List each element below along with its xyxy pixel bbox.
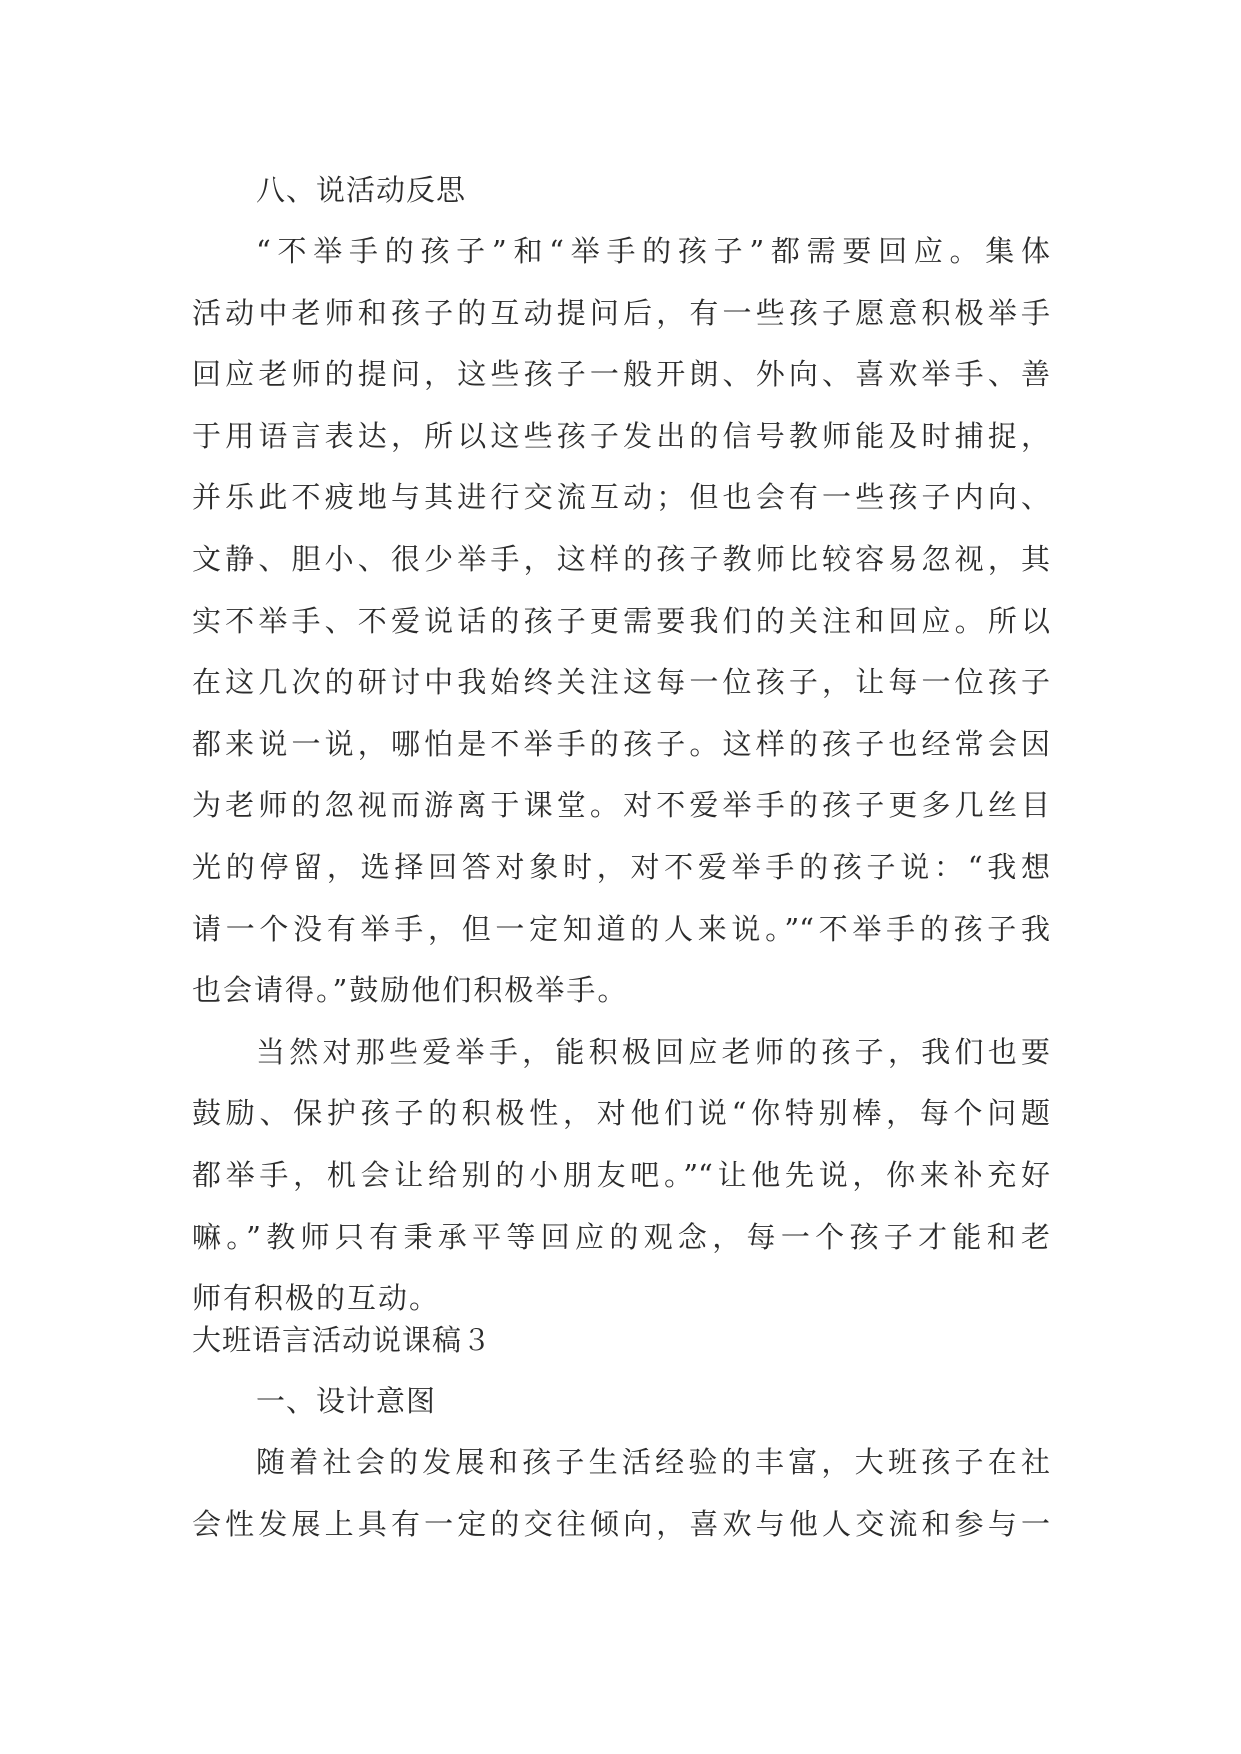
doc3-block (192, 1371, 1050, 1555)
paragraph-reflection-2 (192, 1022, 1050, 1330)
text-line: 活动中老师和孩子的互动提问后，有一些孩子愿意积极举手 (192, 295, 1050, 330)
text-line: “不举手的孩子”和“举手的孩子”都需要回应。集体 (256, 234, 1050, 268)
text-line: 于用语言表达，所以这些孩子发出的信号教师能及时捕捉， (192, 418, 1050, 453)
text-line: 都举手，机会让给别的小朋友吧。”“让他先说，你来补充好 (192, 1157, 1050, 1192)
text-line: 当然对那些爱举手，能积极回应老师的孩子，我们也要 (256, 1034, 1050, 1069)
text-line: 文静、胆小、很少举手，这样的孩子教师比较容易忽视，其 (192, 541, 1050, 576)
section-heading-design-intent: 一、设计意图 (256, 1384, 437, 1418)
text-line: 会性发展上具有一定的交往倾向，喜欢与他人交流和参与一 (192, 1506, 1050, 1541)
text-line: 请一个没有举手，但一定知道的人来说。”“不举手的孩子我 (192, 911, 1050, 946)
section-heading-reflection: 八、说活动反思 (256, 173, 467, 207)
text-line: 光的停留，选择回答对象时，对不爱举手的孩子说：“我想 (192, 849, 1050, 884)
document-title: 大班语言活动说课稿３ (192, 1323, 493, 1357)
paragraph-reflection-1 (192, 221, 1050, 1022)
section-8-block (192, 160, 1050, 1330)
text-line: 也会请得。”鼓励他们积极举手。 (192, 973, 629, 1008)
text-line: 师有积极的互动。 (192, 1281, 441, 1316)
text-line: 鼓励、保护孩子的积极性，对他们说“你特别棒，每个问题 (192, 1096, 1050, 1131)
text-line: 为老师的忽视而游离于课堂。对不爱举手的孩子更多几丝目 (192, 788, 1050, 823)
text-line: 并乐此不疲地与其进行交流互动；但也会有一些孩子内向、 (192, 480, 1050, 515)
text-line: 随着社会的发展和孩子生活经验的丰富，大班孩子在社 (256, 1445, 1050, 1479)
text-line: 回应老师的提问，这些孩子一般开朗、外向、喜欢举手、善 (192, 357, 1050, 392)
text-line: 实不举手、不爱说话的孩子更需要我们的关注和回应。所以 (192, 603, 1050, 638)
text-line: 在这几次的研讨中我始终关注这每一位孩子，让每一位孩子 (192, 665, 1050, 700)
text-line: 都来说一说，哪怕是不举手的孩子。这样的孩子也经常会因 (192, 726, 1050, 761)
text-line: 嘛。”教师只有秉承平等回应的观念，每一个孩子才能和老 (192, 1219, 1050, 1254)
paragraph-design-intent (192, 1432, 1050, 1555)
